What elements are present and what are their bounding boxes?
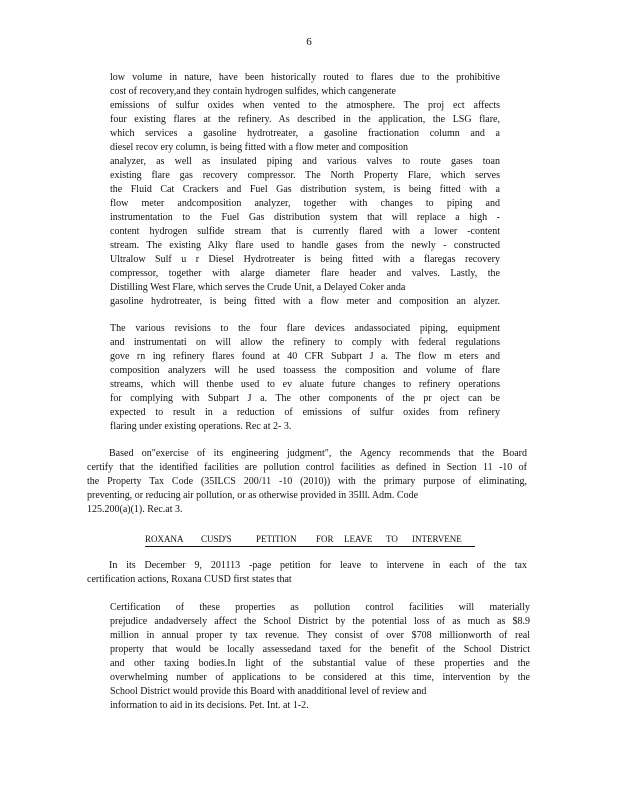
text-line: The various revisions to the four flare devices andassociated piping, equipment <box>110 323 500 334</box>
text-line: flow meter andcomposition analyzer, together with changes to piping and <box>110 198 500 209</box>
text-line: expected to result in a reduction of emissions of sulfur oxides from refinery <box>110 407 500 418</box>
text-line: for complying with Subpart J a. The other components of the pr oject can be <box>110 393 500 404</box>
text-line: and other taxing bodies.In light of the substantial value of these properties and the <box>110 658 530 669</box>
text-line: preventing, or reducing air pollution, or as otherwise provided in 35Ill. Adm. Code <box>87 490 419 501</box>
text-line: In its December 9, 201113 -page petition for leave to intervene in each of the tax <box>109 560 527 571</box>
text-line: content hydrogen sulfide stream that is currently flared with a lower -content <box>110 226 500 237</box>
text-line: instrumentation to the Fuel Gas distribution system that will replace a high - <box>110 212 500 223</box>
text-line: prejudice andadversely affect the School District by the potential loss of as much as $8.9 <box>110 616 530 627</box>
text-line: existing flare gas recovery compressor. The North Property Flare, which serves <box>110 170 500 181</box>
block-quote-revisions <box>110 322 500 434</box>
text-line: gasoline hydrotreater, is being fitted with a flow meter and composition an alyzer. <box>110 296 500 307</box>
text-line: compressor, together with alarge diameter flare header and valves. Lastly, the <box>110 268 500 279</box>
text-line: information to aid in its decisions. Pet. Int. at 1-2. <box>110 700 309 711</box>
text-line: certify that the identified facilities are pollution control facilities as defined in Section 11 -10 of <box>87 462 527 473</box>
text-line: gove rn ing refinery flares found at 40 CFR Subpart J a. The flow m eters and <box>110 351 500 362</box>
text-line: stream. The existing Alky flare used to handle gases from the newly - constructed <box>110 240 500 251</box>
text-line: flaring under existing operations. Rec at 2- 3. <box>110 421 292 432</box>
heading-word: FOR <box>316 534 334 544</box>
page-number: 6 <box>306 36 312 48</box>
text-line: emissions of sulfur oxides when vented to the atmosphere. The proj ect affects <box>110 100 500 111</box>
text-line: certification actions, Roxana CUSD first states that <box>87 574 292 585</box>
text-line: 125.200(a)(1). Rec.at 3. <box>87 504 183 515</box>
text-line: four existing flares at the refinery. As described in the application, the LSG flare, <box>110 114 500 125</box>
heading-word: ROXANA <box>145 534 184 544</box>
text-line: the Fluid Cat Crackers and Fuel Gas distribution system, is being fitted with a <box>110 184 500 195</box>
block-quote-school-district <box>110 601 530 713</box>
text-line: diesel recov ery column, is being fitted with a flow meter and composition <box>110 142 408 153</box>
text-line: and instrumentati on will allow the refinery to comply with federal regulations <box>110 337 500 348</box>
heading-word: INTERVENE <box>412 534 462 544</box>
text-line: overwhelming number of applications to be considered at this time, intervention by the <box>110 672 530 683</box>
text-line: Distilling West Flare, which serves the Crude Unit, a Delayed Coker anda <box>110 282 406 293</box>
text-line: million in annual proper ty tax revenue. They consist of over $708 millionworth of real <box>110 630 530 641</box>
heading-word: PETITION <box>256 534 297 544</box>
section-heading <box>145 533 475 547</box>
text-line: Certification of these properties as pollution control facilities will materially <box>110 602 530 613</box>
paragraph-petition-intro <box>87 559 527 587</box>
text-line: the Property Tax Code (35ILCS 200/11 -10 (2010)) with the primary purpose of eliminating, <box>87 476 527 487</box>
text-line: Based on"exercise of its engineering judgment", the Agency recommends that the Board <box>109 448 527 459</box>
text-line: School District would provide this Board with anadditional level of review and <box>110 686 427 697</box>
text-line: low volume in nature, have been historically routed to flares due to the prohibitive <box>110 72 500 83</box>
text-line: composition analyzers will he used toassess the composition and volume of flare <box>110 365 500 376</box>
paragraph-agency-recommendation <box>87 447 527 517</box>
text-line: streams, which will thenbe used to ev aluate future changes to refinery operations <box>110 379 500 390</box>
heading-word: CUSD'S <box>201 534 232 544</box>
block-quote-flare-project <box>110 71 500 309</box>
text-line: property that would be locally assessedand taxed for the benefit of the School District <box>110 644 530 655</box>
text-line: which services a gasoline hydrotreater, a gasoline fractionation column and a <box>110 128 500 139</box>
heading-word: LEAVE <box>344 534 373 544</box>
text-line: analyzer, as well as insulated piping and various valves to route gases toan <box>110 156 500 167</box>
text-line: Ultralow Sulf u r Diesel Hydrotreater is being fitted with a flaregas recovery <box>110 254 500 265</box>
text-line: cost of recovery,and they contain hydrogen sulfides, which cangenerate <box>110 86 396 97</box>
heading-word: TO <box>386 534 398 544</box>
